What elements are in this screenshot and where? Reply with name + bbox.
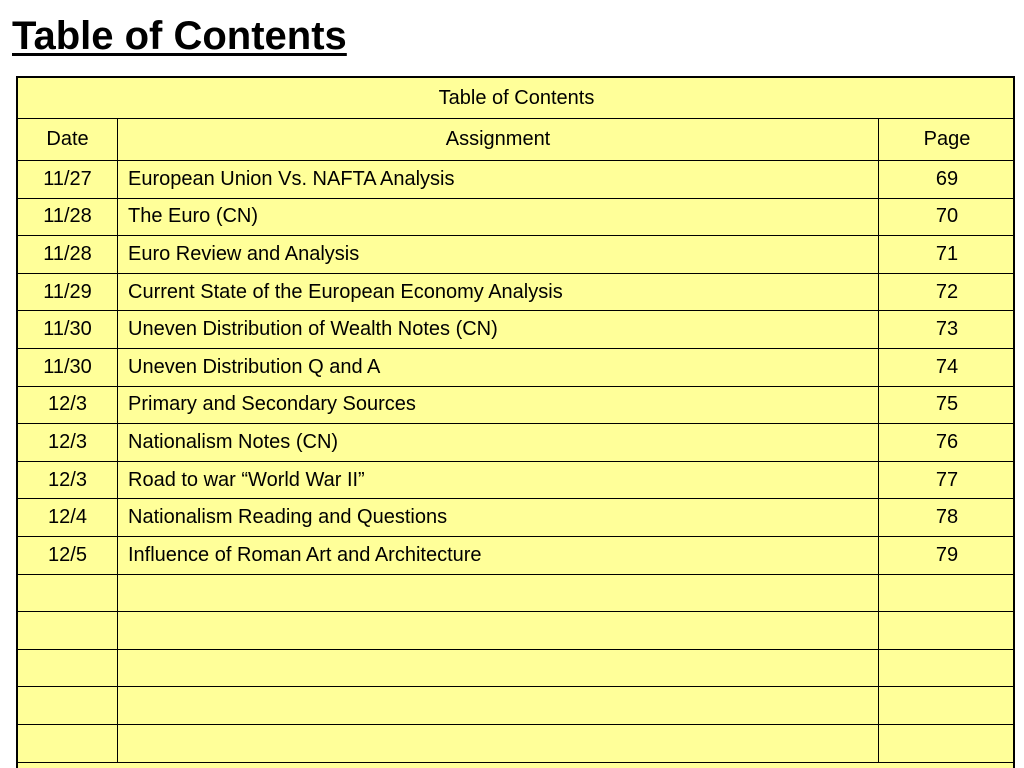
cell-page: 70 <box>879 198 1016 236</box>
page-title: Table of Contents <box>12 14 347 58</box>
cell-date: 12/3 <box>18 461 118 499</box>
cell-assignment: Euro Review and Analysis <box>118 236 879 274</box>
table-row <box>18 161 1016 199</box>
toc-table <box>17 77 1015 763</box>
cell-date: 11/30 <box>18 348 118 386</box>
header-date: Date <box>18 119 118 161</box>
cell-page: 72 <box>879 273 1016 311</box>
cell-date: 11/28 <box>18 198 118 236</box>
cell-date: 11/28 <box>18 236 118 274</box>
cell-page <box>879 649 1016 687</box>
cell-assignment <box>118 612 879 650</box>
table-row <box>18 348 1016 386</box>
cell-assignment: Primary and Secondary Sources <box>118 386 879 424</box>
table-row <box>18 236 1016 274</box>
cell-page: 75 <box>879 386 1016 424</box>
table-row <box>18 724 1016 762</box>
table-row <box>18 311 1016 349</box>
header-assignment: Assignment <box>118 119 879 161</box>
cell-assignment: The Euro (CN) <box>118 198 879 236</box>
cell-page: 73 <box>879 311 1016 349</box>
cell-assignment: European Union Vs. NAFTA Analysis <box>118 161 879 199</box>
cell-page: 76 <box>879 424 1016 462</box>
cell-date: 11/29 <box>18 273 118 311</box>
cell-assignment: Current State of the European Economy Analysis <box>118 273 879 311</box>
cell-date: 12/3 <box>18 424 118 462</box>
table-row <box>18 649 1016 687</box>
table-row <box>18 424 1016 462</box>
cell-page: 74 <box>879 348 1016 386</box>
cell-assignment <box>118 687 879 725</box>
cell-assignment <box>118 574 879 612</box>
cell-date: 12/5 <box>18 536 118 574</box>
table-row <box>18 536 1016 574</box>
table-header-row <box>18 119 1016 161</box>
table-caption: Table of Contents <box>18 78 1016 119</box>
table-row <box>18 574 1016 612</box>
cell-page: 69 <box>879 161 1016 199</box>
cell-date: 11/27 <box>18 161 118 199</box>
cell-page <box>879 687 1016 725</box>
cell-page <box>879 612 1016 650</box>
cell-date <box>18 649 118 687</box>
table-row <box>18 273 1016 311</box>
cell-assignment: Nationalism Notes (CN) <box>118 424 879 462</box>
table-row <box>18 687 1016 725</box>
cell-assignment: Nationalism Reading and Questions <box>118 499 879 537</box>
cell-page <box>879 724 1016 762</box>
table-row <box>18 198 1016 236</box>
table-row <box>18 499 1016 537</box>
cell-assignment: Road to war “World War II” <box>118 461 879 499</box>
table-row <box>18 386 1016 424</box>
cell-assignment <box>118 649 879 687</box>
header-page: Page <box>879 119 1016 161</box>
cell-page: 77 <box>879 461 1016 499</box>
cell-date <box>18 687 118 725</box>
cell-assignment: Uneven Distribution of Wealth Notes (CN) <box>118 311 879 349</box>
cell-date: 12/4 <box>18 499 118 537</box>
table-caption-row <box>18 78 1016 119</box>
cell-assignment <box>118 724 879 762</box>
cell-date: 12/3 <box>18 386 118 424</box>
cell-page: 71 <box>879 236 1016 274</box>
table-row <box>18 612 1016 650</box>
cell-assignment: Uneven Distribution Q and A <box>118 348 879 386</box>
cell-page: 78 <box>879 499 1016 537</box>
cell-date <box>18 724 118 762</box>
table-row <box>18 461 1016 499</box>
cell-date <box>18 612 118 650</box>
cell-date <box>18 574 118 612</box>
cell-page <box>879 574 1016 612</box>
cell-date: 11/30 <box>18 311 118 349</box>
toc-table-frame <box>16 76 1015 768</box>
cell-page: 79 <box>879 536 1016 574</box>
cell-assignment: Influence of Roman Art and Architecture <box>118 536 879 574</box>
